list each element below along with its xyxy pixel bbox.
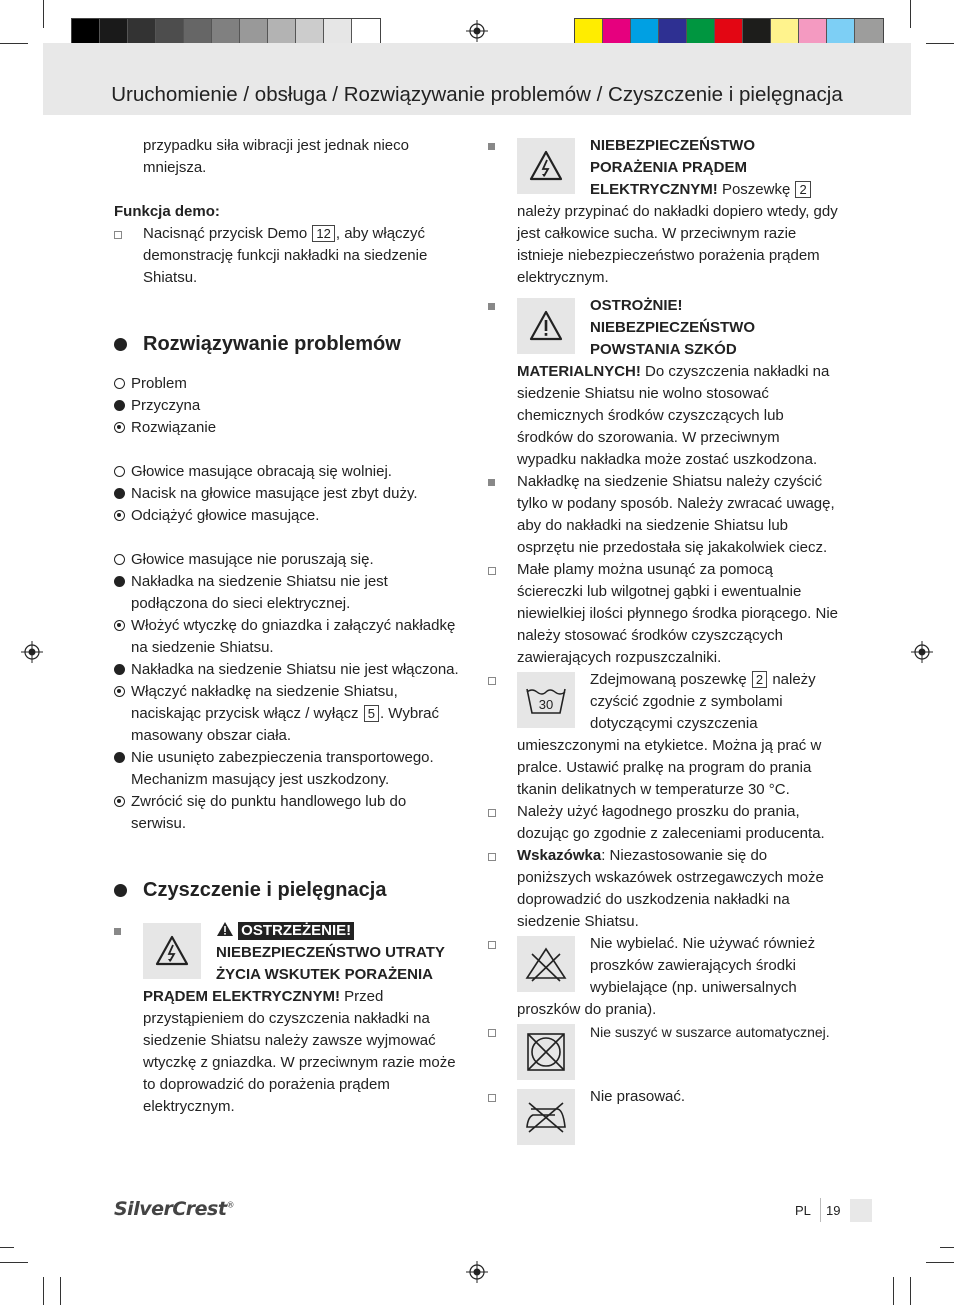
registration-mark-icon (466, 1261, 488, 1283)
warning-label: OSTRZEŻENIE! (238, 922, 354, 940)
list-item: Małe plamy można usunąć za pomocą ściereczki lub wilgotnej gąbki i ewentualnie niewielkiej ilości płynnego środka piorącego. Nie należy stosować środków czyszczących zawierających rozpuszczalniki. (488, 559, 840, 669)
target-circle-icon (114, 422, 125, 433)
target-circle-icon (114, 686, 125, 697)
list-item: Należy użyć łagodnego proszku do prania, dozując go zgodnie z zaleceniami producenta. (488, 801, 840, 845)
troubleshooting-item-open: Głowice masujące nie poruszają się. (114, 549, 464, 571)
list-item: Nakładkę na siedzenie Shiatsu należy czyścić tylko w podany sposób. Należy zwracać uwagę, aby do nakładki na siedzenie Shiatsu lub osprzętu nie przedostała się jakakolwiek ciecz. (488, 471, 840, 559)
square-bullet-icon (488, 479, 495, 486)
crop-mark (910, 1277, 911, 1305)
checkbox-bullet-icon (114, 231, 122, 239)
crop-mark (926, 1262, 954, 1263)
crop-mark (43, 0, 44, 28)
header-band (43, 43, 911, 115)
troubleshooting-item-open: Problem (114, 373, 464, 395)
crop-mark (60, 1277, 61, 1305)
open-circle-icon (114, 466, 125, 477)
wash-30-icon (517, 672, 575, 728)
list-item: NIEBEZPIECZEŃSTWO PORAŻENIA PRĄDEM ELEKTRYCZNYM! Poszewkę 2 należy przypinać do nakładki dopiero wtedy, gdy jest całkowice sucha. W przeciwnym razie istnieje niebezpieczeństwo porażenia prądem elektrycznym. (488, 135, 840, 289)
crop-mark (910, 0, 911, 28)
troubleshooting-item-target: Rozwiązanie (114, 417, 464, 439)
part-number-badge: 2 (752, 671, 767, 688)
caution-warning-icon (517, 298, 575, 354)
filled-circle-icon (114, 488, 125, 499)
troubleshooting-group (114, 549, 464, 835)
square-bullet-icon (488, 143, 495, 150)
list-item: OSTRZEŻENIE! NIEBEZPIECZEŃSTWO UTRATY ŻYCIA WSKUTEK PORAŻENIA PRĄDEM ELEKTRYCZNYM! Przed przystąpieniem do czyszczenia nakładki na siedzenie Shiatsu należy zawsze wyjmować wtyczkę z gniazdka. W przeciwnym razie może to doprowadzić do porażenia prądem elektrycznym. (114, 920, 464, 1118)
crop-mark (43, 1277, 44, 1305)
filled-circle-icon (114, 752, 125, 763)
brand-logo: SilverCrest® (114, 1198, 234, 1220)
crop-mark (893, 1277, 894, 1305)
list-item: 30 Zdejmowaną poszewkę 2 należy czyścić zgodnie z symbolami dotyczącymi czyszczenia umieszczonymi na etykietce. Można ją prać w pralce. Ustawić pralkę na program do prania tkanin delikatnych w temperaturze 30 °C. (488, 669, 840, 801)
troubleshooting-legend (114, 373, 464, 439)
demo-heading: Funkcja demo: (114, 203, 220, 220)
registration-mark-icon (21, 641, 43, 663)
language-code: PL (795, 1203, 811, 1218)
svg-text:30: 30 (538, 697, 554, 712)
page-title: Uruchomienie / obsługa / Rozwiązywanie problemów / Czyszczenie i pielęgnacja (111, 83, 843, 106)
footer-divider (820, 1198, 821, 1222)
bullet-dot-icon (114, 338, 127, 351)
troubleshooting-group (114, 461, 464, 527)
checkbox-bullet-icon (488, 677, 496, 685)
do-not-iron-icon (517, 1089, 575, 1145)
filled-circle-icon (114, 400, 125, 411)
target-circle-icon (114, 510, 125, 521)
part-number-badge: 2 (795, 181, 810, 198)
filled-circle-icon (114, 576, 125, 587)
checkbox-bullet-icon (488, 853, 496, 861)
footer-tab (850, 1199, 872, 1222)
crop-mark (0, 1247, 14, 1248)
list-item: Nacisnąć przycisk Demo 12 , aby włączyć demonstrację funkcji nakładki na siedzenie Shiatsu. (114, 223, 464, 289)
troubleshooting-item-target: Zwrócić się do punktu handlowego lub do serwisu. (114, 791, 464, 835)
checkbox-bullet-icon (488, 1094, 496, 1102)
troubleshooting-item-filled: Nacisk na głowice masujące jest zbyt duży. (114, 483, 464, 505)
troubleshooting-item-target: Włączyć nakładkę na siedzenie Shiatsu, naciskając przycisk włącz / wyłącz 5 . Wybrać masowany obszar ciała. (114, 681, 464, 747)
checkbox-bullet-icon (488, 809, 496, 817)
list-item: Nie prasować. (488, 1086, 840, 1146)
part-number-badge: 12 (312, 225, 334, 242)
troubleshooting-item-open: Głowice masujące obracają się wolniej. (114, 461, 464, 483)
part-number-badge: 5 (364, 705, 379, 722)
troubleshooting-item-filled: Przyczyna (114, 395, 464, 417)
checkbox-bullet-icon (488, 1029, 496, 1037)
left-column (114, 135, 464, 1118)
list-item: OSTROŻNIE! NIEBEZPIECZEŃSTWO POWSTANIA SZKÓD MATERIALNYCH! Do czyszczenia nakładki na siedzenie Shiatsu nie wolno stosować chemicznych środków czyszczących lub środków do szorowania. W przeciwnym wypadku nakładka może zostać uszkodzona. (488, 295, 840, 471)
crop-mark (0, 43, 28, 44)
target-circle-icon (114, 796, 125, 807)
crop-mark (0, 1262, 28, 1263)
troubleshooting-item-target: Odciążyć głowice masujące. (114, 505, 464, 527)
troubleshooting-item-filled: Nakładka na siedzenie Shiatsu nie jest podłączona do sieci elektrycznej. (114, 571, 464, 615)
list-item: Wskazówka: Niezastosowanie się do poniższych wskazówek ostrzegawczych może doprowadzić do uszkodzenia nakładki na siedzenie Shiatsu. (488, 845, 840, 933)
intro-text: przypadku siła wibracji jest jednak nieco mniejsza. (143, 137, 409, 176)
do-not-tumble-dry-icon (517, 1024, 575, 1080)
list-item: Nie wybielać. Nie używać również proszków zawierających środki wybielające (np. uniwersalnych proszków do prania). (488, 933, 840, 1021)
do-not-bleach-icon (517, 936, 575, 992)
section-heading-cleaning: Czyszczenie i pielęgnacja (114, 876, 464, 904)
caution-triangle-icon (216, 921, 234, 937)
page-number: 19 (826, 1203, 841, 1218)
troubleshooting-item-filled: Nie usunięto zabezpieczenia transportowego. Mechanizm masujący jest uszkodzony. (114, 747, 464, 791)
open-circle-icon (114, 378, 125, 389)
checkbox-bullet-icon (488, 941, 496, 949)
open-circle-icon (114, 554, 125, 565)
target-circle-icon (114, 620, 125, 631)
electric-shock-warning-icon (143, 923, 201, 979)
bullet-dot-icon (114, 884, 127, 897)
troubleshooting-item-filled: Nakładka na siedzenie Shiatsu nie jest włączona. (114, 659, 464, 681)
troubleshooting-item-target: Włożyć wtyczkę do gniazdka i załączyć nakładkę na siedzenie Shiatsu. (114, 615, 464, 659)
crop-mark (926, 43, 954, 44)
section-heading-troubleshooting: Rozwiązywanie problemów (114, 330, 464, 358)
registration-mark-icon (911, 641, 933, 663)
registration-mark-icon (466, 20, 488, 42)
square-bullet-icon (488, 303, 495, 310)
list-item: Nie suszyć w suszarce automatycznej. (488, 1021, 840, 1084)
checkbox-bullet-icon (488, 567, 496, 575)
right-column (488, 135, 840, 1149)
crop-mark (940, 1247, 954, 1248)
electric-shock-warning-icon (517, 138, 575, 194)
filled-circle-icon (114, 664, 125, 675)
square-bullet-icon (114, 928, 121, 935)
